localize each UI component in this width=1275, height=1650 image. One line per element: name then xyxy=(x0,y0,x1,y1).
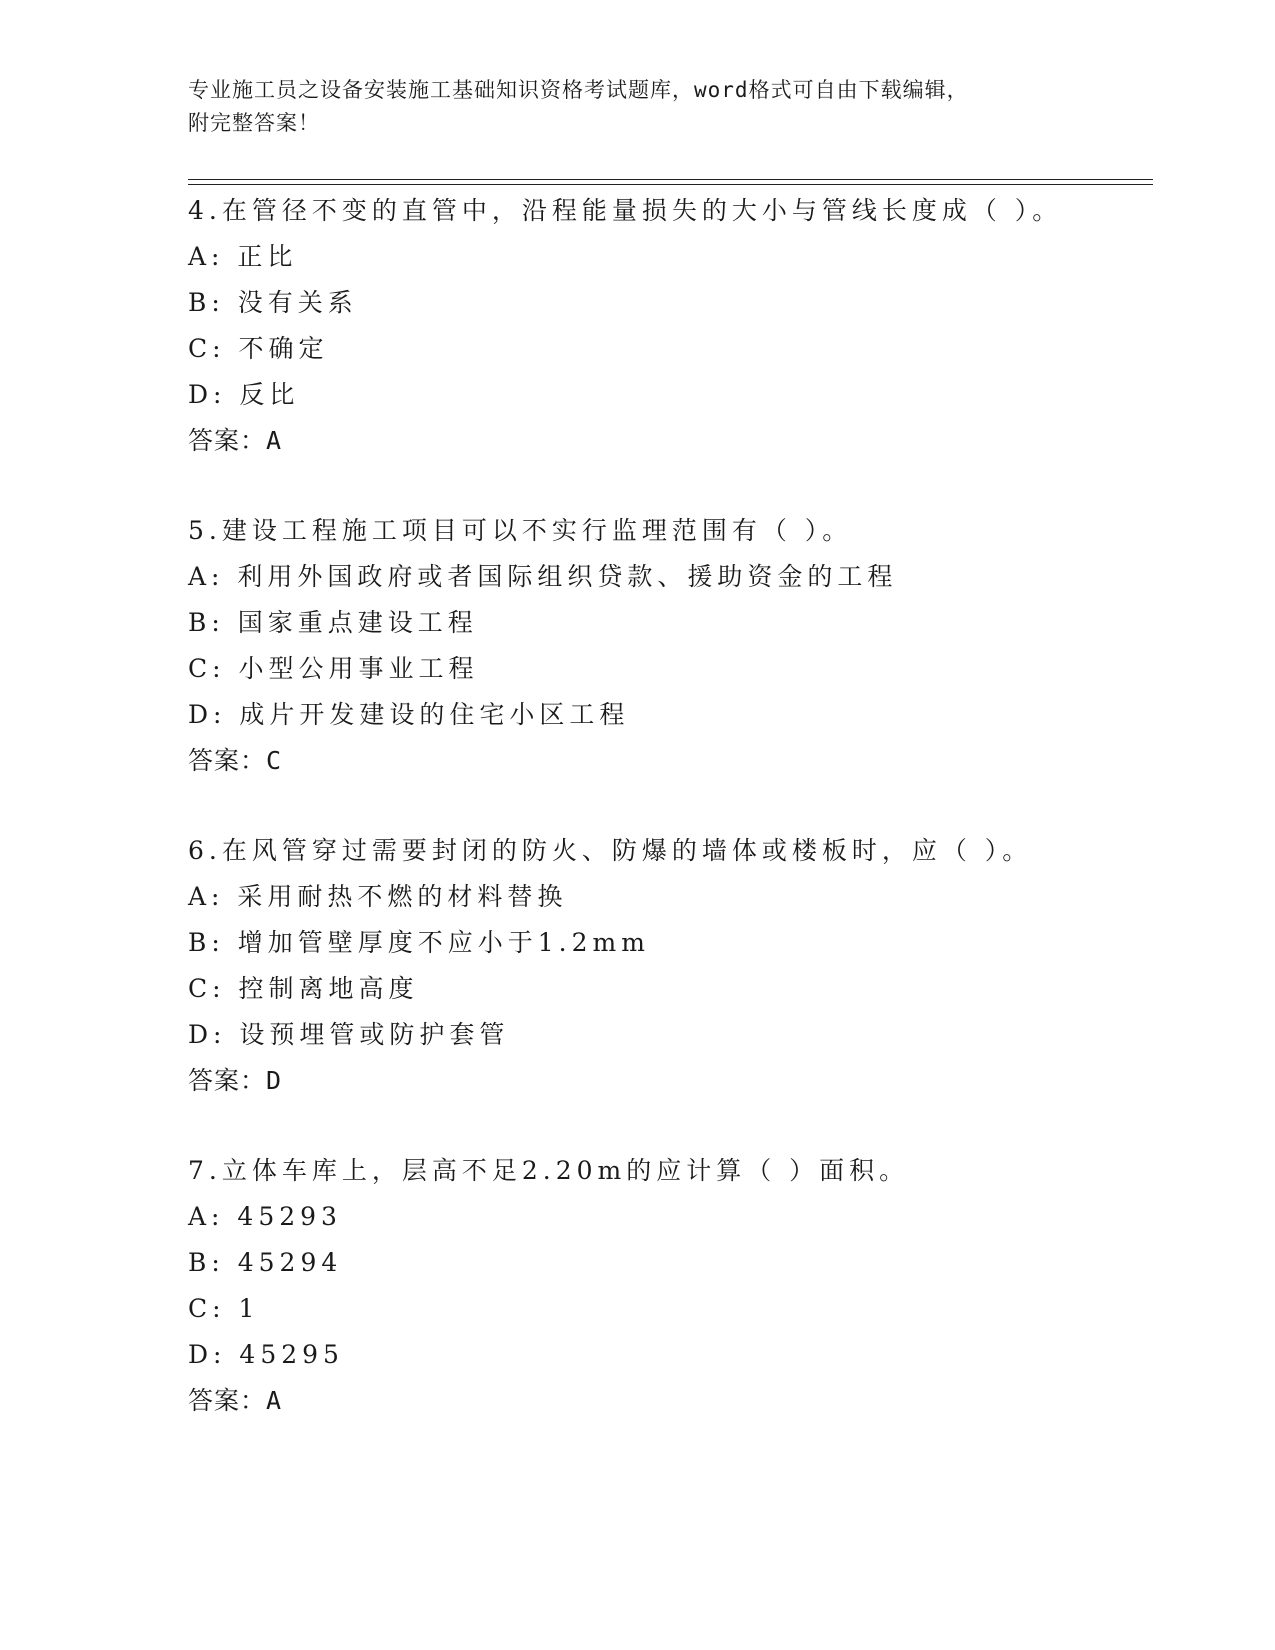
answer-text: 答案：C xyxy=(188,746,283,775)
question-list xyxy=(188,188,1153,1468)
answer-text: 答案：D xyxy=(188,1066,283,1095)
option-b: B: 45294 xyxy=(188,1248,343,1277)
option-d: D: 反比 xyxy=(188,380,300,409)
option-c: C: 不确定 xyxy=(188,334,329,363)
header-divider-bottom xyxy=(188,184,1153,185)
question-text: 4.在管径不变的直管中，沿程能量损失的大小与管线长度成（ ）。 xyxy=(188,196,1063,225)
answer-text: 答案：A xyxy=(188,426,283,455)
question-7 xyxy=(188,1148,1153,1424)
header-divider-top xyxy=(188,179,1153,180)
option-d: D: 45295 xyxy=(188,1340,344,1369)
option-a: A: 45293 xyxy=(188,1202,342,1231)
option-c: C: 小型公用事业工程 xyxy=(188,654,479,683)
option-a: A: 采用耐热不燃的材料替换 xyxy=(188,882,568,911)
header-line-1: 专业施工员之设备安装施工基础知识资格考试题库，word格式可自由下载编辑， xyxy=(188,78,969,102)
option-d: D: 成片开发建设的住宅小区工程 xyxy=(188,700,630,729)
option-b: B: 增加管壁厚度不应小于1.2mm xyxy=(188,928,650,957)
document-header xyxy=(188,74,1068,140)
header-line-2: 附完整答案！ xyxy=(188,111,320,135)
option-c: C: 控制离地高度 xyxy=(188,974,419,1003)
answer-text: 答案：A xyxy=(188,1386,283,1415)
option-d: D: 设预埋管或防护套管 xyxy=(188,1020,510,1049)
question-6 xyxy=(188,828,1153,1104)
question-text: 5.建设工程施工项目可以不实行监理范围有（ ）。 xyxy=(188,516,853,545)
option-c: C: 1 xyxy=(188,1294,260,1323)
question-text: 7.立体车库上，层高不足2.20m的应计算（ ）面积。 xyxy=(188,1156,910,1185)
question-4 xyxy=(188,188,1153,464)
option-b: B: 没有关系 xyxy=(188,288,358,317)
question-5 xyxy=(188,508,1153,784)
question-text: 6.在风管穿过需要封闭的防火、防爆的墙体或楼板时，应（ ）。 xyxy=(188,836,1033,865)
option-b: B: 国家重点建设工程 xyxy=(188,608,478,637)
option-a: A: 正比 xyxy=(188,242,298,271)
option-a: A: 利用外国政府或者国际组织贷款、援助资金的工程 xyxy=(188,562,898,591)
